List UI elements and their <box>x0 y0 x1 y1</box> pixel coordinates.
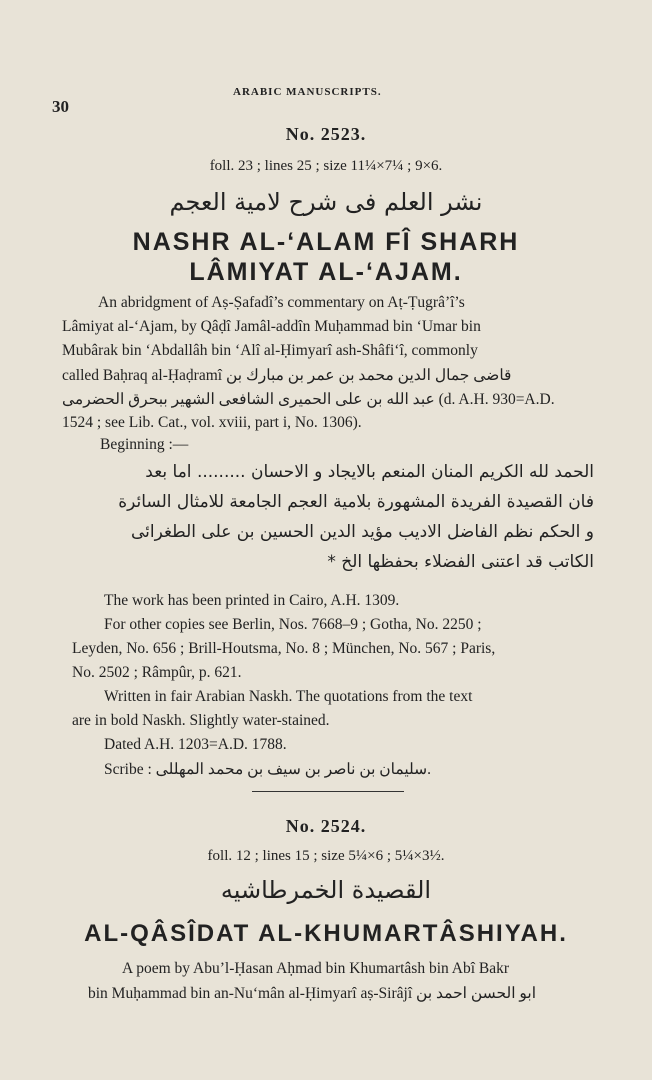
description-line: Lâmiyat al-‘Ajam, by Qâḍî Jamâl-addîn Muḥammad bin ‘Umar bin <box>62 318 481 335</box>
page-number: 30 <box>52 97 69 116</box>
arabic-title: نشر العلم فى شرح لامية العجم <box>169 188 483 216</box>
entry-title-line-2: LÂMIYAT AL-‘AJAM. <box>189 258 463 286</box>
description-line: Mubârak bin ‘Abdallâh bin ‘Alî al-Ḥimyarî ash-Shâfi‘î, commonly <box>62 342 478 359</box>
note-line: Written in fair Arabian Naskh. The quotations from the text <box>104 688 473 705</box>
running-title: ARABIC MANUSCRIPTS. <box>233 86 382 98</box>
description-line: An abridgment of Aṣ-Ṣafadî’s commentary on Aṭ-Ṭugrâ’î’s <box>98 294 465 311</box>
note-line: The work has been printed in Cairo, A.H. 1309. <box>104 592 400 609</box>
beginning-label: Beginning :— <box>100 436 189 453</box>
entry-number: No. 2524. <box>285 816 367 836</box>
note-line: No. 2502 ; Râmpûr, p. 621. <box>72 664 242 681</box>
arabic-title: القصيدة الخمرطاشيه <box>220 876 432 904</box>
description-line: A poem by Abu’l-Ḥasan Aḥmad bin Khumartâsh bin Abî Bakr <box>122 960 510 977</box>
description-line: 1524 ; see Lib. Cat., vol. xviii, part i, No. 1306). <box>62 414 362 431</box>
entry-title-line-1: NASHR AL-‘ALAM FÎ SHARH <box>132 228 520 256</box>
description-line: called Baḥraq al-Ḥaḍramî قاضى جمال الدين محمد بن عمر بن مبارك بن <box>62 367 512 384</box>
entry-number: No. 2523. <box>285 124 367 144</box>
description-line: bin Muḥammad bin an-Nu‘mân al-Ḥimyarî aṣ-Sirâjî ابو الحسن احمد بن <box>88 985 537 1002</box>
arabic-quote-line: الكاتب قد اعتنى الفضلاء بحفظها الخ * <box>327 552 594 572</box>
description-line: عبد الله بن على الحميرى الشافعى الشهير ببحرق الحضرمى (d. A.H. 930=A.D. <box>62 391 555 408</box>
note-line: Scribe : سليمان بن ناصر بن سيف بن محمد المهللى. <box>104 761 432 778</box>
arabic-quote-line: الحمد لله الكريم المنان المنعم بالايجاد و الاحسان ......... اما بعد <box>145 462 594 482</box>
note-line: Dated A.H. 1203=A.D. 1788. <box>104 736 287 753</box>
note-line: are in bold Naskh. Slightly water-stained. <box>72 712 330 729</box>
entry-title: AL-QÂSÎDAT AL-KHUMARTÂSHIYAH. <box>84 920 568 947</box>
note-line: For other copies see Berlin, Nos. 7668–9 ; Gotha, No. 2250 ; <box>104 616 482 633</box>
entry-specs: foll. 12 ; lines 15 ; size 5¼×6 ; 5¼×3½. <box>207 848 445 864</box>
section-divider <box>252 791 404 792</box>
entry-specs: foll. 23 ; lines 25 ; size 11¼×7¼ ; 9×6. <box>209 158 443 174</box>
arabic-quote-line: فان القصيدة الفريدة المشهورة بلامية العجم الجامعة للامثال السائرة <box>118 492 594 512</box>
note-line: Leyden, No. 656 ; Brill-Houtsma, No. 8 ; München, No. 567 ; Paris, <box>72 640 496 657</box>
arabic-quote-line: و الحكم نظم الفاضل الاديب مؤيد الدين الحسين بن على الطغرائى <box>130 522 594 542</box>
